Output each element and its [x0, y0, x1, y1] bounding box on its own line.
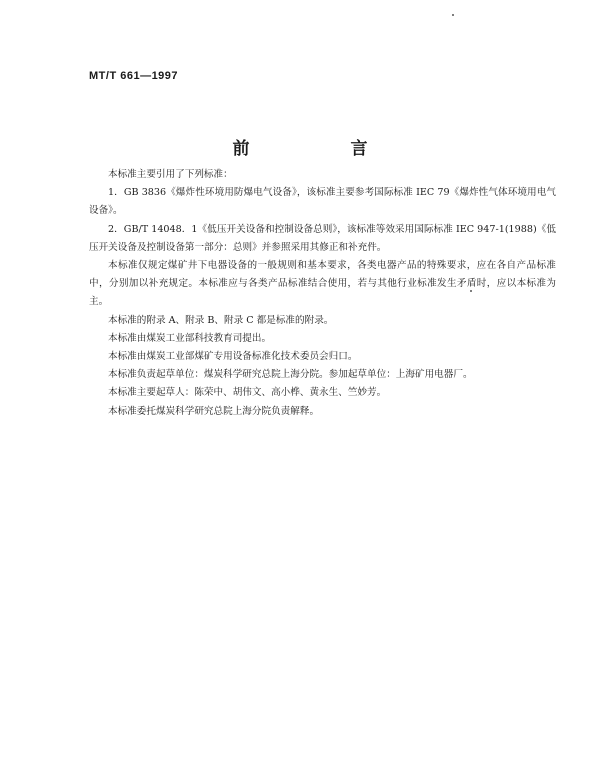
paragraph-appendix: 本标准的附录 A、附录 B、附录 C 都是标准的附录。: [108, 314, 334, 326]
scan-speck: [452, 14, 454, 16]
section-title-text: 前 言: [232, 139, 410, 159]
paragraph-item-2: 2．GB/T 14048．1《低压开关设备和控制设备总则》，该标准等效采用国际标准 IEC 947-1(1988)《低压开关设备及控制设备第一部分：总则》并参照采用其修正和补充件。: [89, 223, 556, 253]
standard-code: MT/T 661—1997: [89, 70, 179, 82]
scan-speck: [470, 290, 472, 292]
paragraph-interpretation: 本标准委托煤炭科学研究总院上海分院负责解释。: [108, 405, 320, 417]
paragraph-drafters: 本标准主要起草人：陈荣中、胡伟文、高小桦、黄永生、竺妙芳。: [108, 387, 387, 399]
paragraph-scope: 本标准仅规定煤矿井下电器设备的一般规则和基本要求，各类电器产品的特殊要求，应在各自产品标准中，分别加以补充规定。本标准应与各类产品标准结合使用，若与其他行业标准发生矛盾时，应以本标准为主。: [89, 260, 556, 308]
section-title: [0, 134, 600, 159]
paragraph-drafting-units: 本标准负责起草单位：煤炭科学研究总院上海分院。参加起草单位：上海矿用电器厂。: [108, 369, 473, 381]
paragraph-item-1: 1．GB 3836《爆炸性环境用防爆电气设备》，该标准主要参考国际标准 IEC 79《爆炸性气体环境用电气设备》。: [89, 187, 556, 217]
paragraph-committee: 本标准由煤炭工业部煤矿专用设备标准化技术委员会归口。: [108, 351, 358, 363]
preface-body: [89, 166, 556, 421]
paragraph-proposer: 本标准由煤炭工业部科技教育司提出。: [108, 332, 272, 344]
paragraph-intro: 本标准主要引用了下列标准：: [108, 169, 233, 180]
